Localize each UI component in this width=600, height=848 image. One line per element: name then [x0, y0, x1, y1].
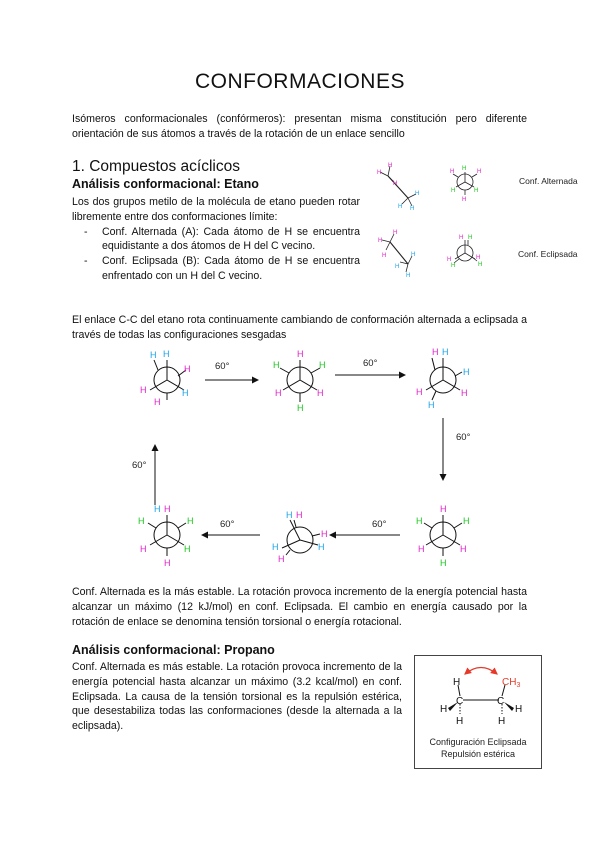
svg-text:H: H: [164, 558, 171, 568]
h-right: H: [515, 704, 523, 715]
svg-text:H: H: [476, 255, 481, 261]
svg-text:H: H: [382, 253, 387, 259]
carbon-right: C: [497, 696, 505, 707]
svg-text:H: H: [273, 360, 280, 370]
newman-1: [140, 349, 191, 407]
svg-text:H: H: [461, 388, 468, 398]
svg-text:H: H: [154, 397, 161, 407]
svg-text:H: H: [474, 188, 479, 194]
h-bottom-right: H: [498, 716, 506, 727]
svg-text:H: H: [462, 166, 467, 172]
angle-label-2: 60°: [363, 358, 378, 369]
svg-text:H: H: [154, 504, 161, 514]
h-bottom-left: H: [456, 716, 464, 727]
svg-text:H: H: [297, 349, 304, 359]
svg-text:H: H: [140, 544, 147, 554]
svg-text:H: H: [150, 350, 157, 360]
svg-text:H: H: [140, 385, 147, 395]
svg-text:H: H: [317, 388, 324, 398]
svg-text:H: H: [477, 169, 482, 175]
svg-text:H: H: [184, 544, 191, 554]
carbon-left: C: [456, 696, 464, 707]
svg-text:H: H: [393, 230, 398, 236]
svg-text:H: H: [451, 263, 456, 269]
svg-text:H: H: [447, 257, 452, 263]
svg-text:H: H: [297, 403, 304, 413]
svg-text:H: H: [478, 262, 483, 268]
page-title: CONFORMACIONES: [194, 70, 405, 93]
angle-label-6: 60°: [132, 460, 147, 471]
label-eclipsada: Conf. Eclipsada: [518, 249, 578, 259]
ethane-intro-text: Los dos grupos metilo de la molécula de etano pueden rotar libremente entre dos conformaciones límite:: [72, 196, 360, 223]
svg-text:H: H: [459, 235, 464, 241]
svg-text:H: H: [411, 252, 416, 258]
svg-text:H: H: [321, 529, 328, 539]
svg-text:H: H: [398, 204, 403, 210]
rotation-cycle-diagram: [110, 340, 490, 580]
angle-label-4: 60°: [372, 519, 387, 530]
svg-text:H: H: [377, 170, 382, 176]
svg-text:H: H: [319, 360, 326, 370]
svg-text:H: H: [182, 388, 189, 398]
svg-text:H: H: [138, 516, 145, 526]
svg-text:H: H: [388, 163, 393, 169]
bullet-eclipsada: - Conf. Eclipsada (B): Cada átomo de H se encuentra enfrentado con un H del C vecino.: [72, 254, 360, 284]
sawhorse-eclipsada: [378, 230, 415, 279]
svg-text:H: H: [286, 510, 293, 520]
propane-text: Conf. Alternada es más estable. La rotación provoca incremento de la energía potencial hasta alcanzar un máximo (3.2 kcal/mol) en conf. Eclipsada. La causa de la tensión torsional es la repulsión estérica, que desestabiliza todas las conformaciones (desde la alternada a la eclipsada).: [72, 661, 402, 733]
svg-text:H: H: [272, 542, 279, 552]
svg-text:H: H: [410, 206, 415, 212]
svg-text:H: H: [163, 349, 170, 359]
caption-line-1: Configuración Eclipsada: [429, 737, 527, 747]
propane-subheading: Análisis conformacional: Propano: [72, 643, 275, 657]
svg-text:H: H: [450, 169, 455, 175]
rotation-paragraph: El enlace C-C del etano rota continuamente cambiando de conformación alternada a eclipsada a través de todas las configuraciones sesgadas: [72, 314, 527, 341]
angle-label-3: 60°: [456, 432, 471, 443]
newman-eclipsada-small: [447, 235, 482, 269]
svg-text:H: H: [428, 400, 435, 410]
svg-text:H: H: [416, 516, 423, 526]
ethane-conformation-figures: [374, 160, 524, 280]
svg-text:H: H: [460, 544, 467, 554]
angle-label-5: 60°: [220, 519, 235, 530]
svg-text:H: H: [378, 238, 383, 244]
energy-paragraph: Conf. Alternada es la más estable. La rotación provoca incremento de la energía potencial hasta alcanzar un máximo (12 kJ/mol) en conf. Eclipsada. El cambio en energía causado por la rotación de enlace se denomina tensión torsional o energía rotacional.: [72, 586, 527, 628]
svg-text:H: H: [187, 516, 194, 526]
svg-text:H: H: [278, 554, 285, 564]
propane-caption: [415, 736, 541, 760]
svg-text:H: H: [406, 273, 411, 279]
h-left: H: [440, 704, 448, 715]
svg-text:H: H: [432, 347, 439, 357]
steric-repulsion-arrow: [465, 668, 497, 675]
newman-6: [138, 504, 194, 568]
svg-text:H: H: [395, 264, 400, 270]
newman-2: [273, 349, 326, 413]
newman-alternada-small: [450, 166, 481, 203]
newman-5: [272, 510, 328, 564]
svg-text:H: H: [184, 364, 191, 374]
angle-label-1: 60°: [215, 361, 230, 372]
svg-text:H: H: [463, 516, 470, 526]
svg-text:H: H: [440, 558, 447, 568]
svg-text:H: H: [415, 191, 420, 197]
svg-text:H: H: [442, 347, 449, 357]
svg-text:H: H: [440, 504, 447, 514]
sawhorse-alternada: [377, 163, 419, 212]
bullet-alternada: - Conf. Alternada (A): Cada átomo de H se encuentra equidistante a dos átomos de H del C vecino.: [72, 225, 360, 255]
ethane-subheading: Análisis conformacional: Etano: [72, 177, 259, 191]
svg-text:H: H: [416, 387, 423, 397]
svg-text:H: H: [275, 388, 282, 398]
conformation-list: [72, 225, 360, 284]
svg-text:H: H: [296, 510, 303, 520]
h-top-left: H: [453, 677, 461, 688]
svg-text:H: H: [451, 188, 456, 194]
propane-structure: [415, 656, 541, 736]
methyl-group: [502, 677, 520, 689]
ethane-text: [72, 195, 360, 284]
newman-4: [416, 504, 470, 568]
caption-line-2: Repulsión estérica: [440, 749, 516, 759]
svg-text:H: H: [393, 181, 398, 187]
svg-text:H: H: [164, 504, 171, 514]
methyl-ch: CH: [502, 677, 517, 688]
svg-text:H: H: [463, 367, 470, 377]
svg-text:H: H: [418, 544, 425, 554]
newman-3: [416, 347, 470, 410]
svg-text:H: H: [318, 542, 325, 552]
svg-text:H: H: [468, 235, 473, 241]
section-heading: 1. Compuestos acíclicos: [72, 158, 240, 175]
label-alternada: Conf. Alternada: [519, 176, 578, 186]
svg-text:H: H: [462, 197, 467, 203]
intro-paragraph: Isómeros conformacionales (confórmeros): presentan misma constitución pero diferente orientación de sus átomos a través de la rotación de un enlace sencillo: [72, 113, 527, 140]
propane-figure: [414, 655, 542, 769]
methyl-subscript: 3: [516, 682, 521, 689]
